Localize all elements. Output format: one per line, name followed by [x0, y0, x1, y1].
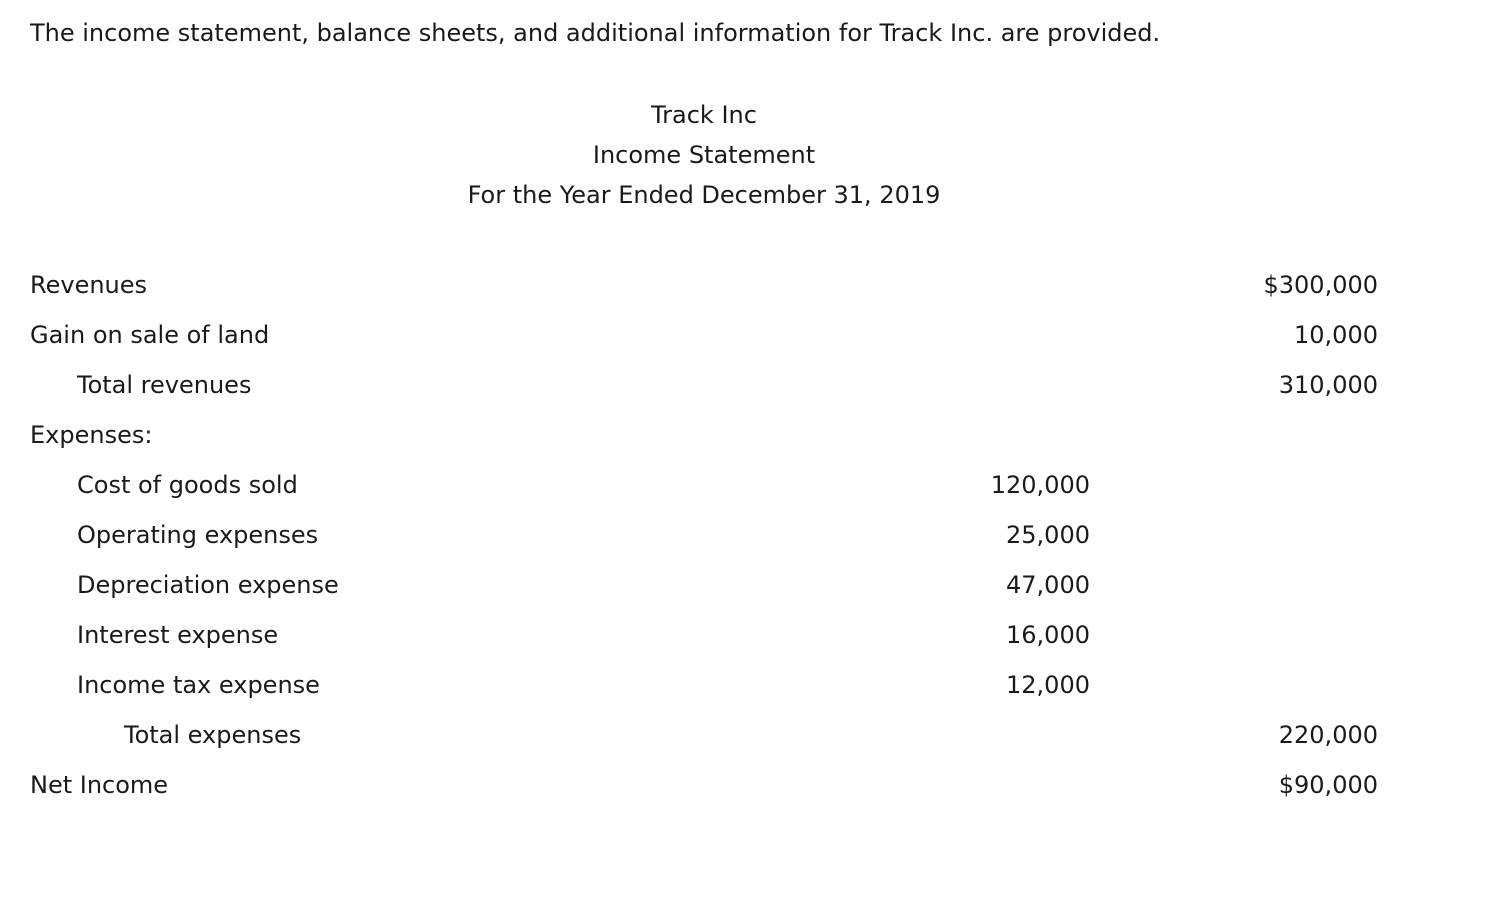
row-total: 310,000 — [1278, 371, 1378, 399]
section-label: Expenses: — [30, 421, 153, 449]
row-income-tax-expense — [0, 660, 1502, 710]
row-net-income — [0, 760, 1502, 810]
row-amount: 47,000 — [1006, 571, 1090, 599]
statement-title: Income Statement — [592, 141, 816, 169]
statement-period: For the Year Ended December 31, 2019 — [467, 181, 941, 209]
problem-intro: The income statement, balance sheets, and additional information for Track Inc. are provided. — [30, 19, 1161, 47]
row-revenues — [0, 260, 1502, 310]
row-interest-expense — [0, 610, 1502, 660]
row-amount: 120,000 — [990, 471, 1090, 499]
row-label: Cost of goods sold — [77, 471, 298, 499]
row-expenses-header — [0, 410, 1502, 460]
statement-company: Track Inc — [651, 101, 757, 129]
row-label: Total revenues — [77, 371, 252, 399]
row-total: 10,000 — [1294, 321, 1378, 349]
row-operating-expenses — [0, 510, 1502, 560]
row-total: $90,000 — [1278, 771, 1378, 799]
row-total-expenses — [0, 710, 1502, 760]
row-total-revenues — [0, 360, 1502, 410]
row-amount: 12,000 — [1006, 671, 1090, 699]
row-label: Total expenses — [124, 721, 302, 749]
row-amount: 16,000 — [1006, 621, 1090, 649]
row-gain-on-sale-of-land — [0, 310, 1502, 360]
row-total: 220,000 — [1278, 721, 1378, 749]
row-label: Depreciation expense — [77, 571, 339, 599]
row-label: Net Income — [30, 771, 169, 799]
row-label: Gain on sale of land — [30, 321, 270, 349]
row-label: Revenues — [30, 271, 148, 299]
row-total: $300,000 — [1263, 271, 1378, 299]
row-label: Income tax expense — [77, 671, 320, 699]
row-label: Interest expense — [77, 621, 279, 649]
row-depreciation-expense — [0, 560, 1502, 610]
row-amount: 25,000 — [1006, 521, 1090, 549]
row-label: Operating expenses — [77, 521, 319, 549]
row-cost-of-goods-sold — [0, 460, 1502, 510]
